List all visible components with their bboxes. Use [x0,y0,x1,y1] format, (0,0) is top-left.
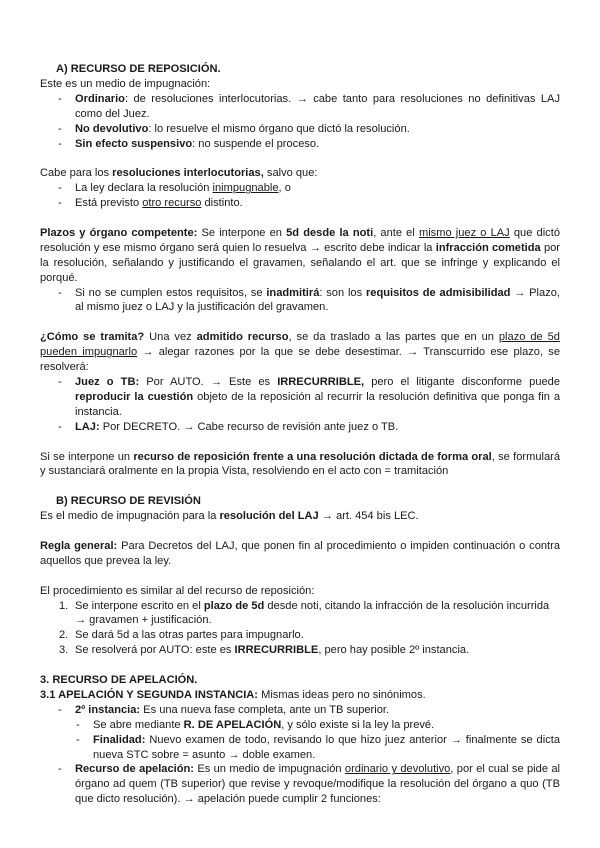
plazos-list [40,286,560,316]
underlined-text: ordinario y devolutivo [344,763,451,776]
term: infracción cometida [435,241,541,254]
underlined-text: otro recurso [142,197,202,210]
text: Para Decretos del LAJ, que ponen fin al procedimiento o impiden continuación o contra aquellos que prevea la ley. [40,539,561,567]
text: La ley declara la resolución [75,182,213,195]
list-item [40,762,560,807]
term: reproducir la cuestión [75,390,194,403]
text: por la resolución, señalando y justificando el gravamen, señalando el art. que se infringe y explicando el porqué. [40,241,560,284]
text: que dictó resolución y ese mismo órgano será quien lo resuelva → escrito debe indicar la [40,226,560,254]
list-item [40,599,560,629]
text: , y sólo existe si la ley la prevé. [281,718,435,731]
plazos-paragraph [40,226,560,286]
text: Una vez [144,331,197,344]
list-item [40,375,560,420]
section-3-list [40,703,560,718]
list-item [40,628,560,643]
term: recurso de reposición frente a una resolución dictada de forma oral [133,450,492,463]
term: resolución del LAJ [219,510,319,523]
underlined-text: inimpugnable [212,182,279,195]
text: , se formulará y sustanciará oralmente en la propia Vista, resolviendo en el acto con = tramitación [40,450,561,478]
text: Nuevo examen de todo, revisando lo que hizo juez anterior → finalmente se dicta nueva STC sobre = asunto → doble examen. [93,733,560,761]
text: distinto. [201,197,243,210]
section-3-list-2 [40,762,560,807]
term: Recurso de apelación: [75,763,194,776]
term: Juez o TB: [75,375,140,388]
term: 2º instancia: [75,703,141,716]
cabe-paragraph [40,166,560,181]
section-b-intro [40,509,560,524]
term: Plazos y órgano competente: [40,226,198,239]
procedure-intro: El procedimiento es similar al del recurso de reposición: [40,584,315,597]
list-item [40,718,560,733]
text: : lo resuelve el mismo órgano que dictó la resolución. [148,122,410,135]
tramita-paragraph [40,330,560,375]
text: Mismas ideas pero no sinónimos. [258,688,426,701]
underlined-text: mismo juez o LAJ [418,226,510,239]
term: 3.1 APELACIÓN Y SEGUNDA INSTANCIA: [40,688,259,701]
term: Sin efecto suspensivo [75,137,193,150]
term: inadmitirá [266,286,320,299]
tramita-list [40,375,560,435]
text: Es una nueva fase completa, ante un TB superior. [140,703,390,716]
term: No devolutivo [75,122,149,135]
term: LAJ: [75,420,100,433]
text: → alegar razones por la que se debe desestimar. → Transcurrido ese plazo, se resolverá: [40,346,560,374]
term: ¿Cómo se tramita? [40,331,145,344]
list-item [40,181,560,196]
text: , pero hay posible 2º instancia. [318,644,470,657]
list-item [40,643,560,658]
text: Es el medio de impugnación para la [40,510,220,523]
text: Se resolverá por AUTO: este es [75,644,235,657]
section-b-heading: B) RECURSO DE REVISIÓN [56,495,201,508]
text: Es un medio de impugnación [193,763,345,776]
section-3-heading: 3. RECURSO DE APELACIÓN. [40,674,198,687]
list-item [40,196,560,211]
list-item [40,733,560,763]
section-a-intro: Este es un medio de impugnación: [40,77,211,90]
text: , o [278,182,291,195]
list-item [40,703,560,718]
term: admitido recurso [196,331,289,344]
text: salvo que: [263,167,318,180]
list-item [40,122,560,137]
text: : no suspende el proceso. [192,137,320,150]
text: : son los [319,286,366,299]
text: : de resoluciones interlocutorias. → cabe tanto para resoluciones no definitivas LAJ como del Juez. [75,92,560,120]
text: Si no se cumplen estos requisitos, se [75,286,267,299]
term: plazo de 5d [203,599,265,612]
term: Finalidad: [93,733,146,746]
text: Se interpone en [197,226,287,239]
text: Por DECRETO. → Cabe recurso de revisión ante juez o TB. [99,420,399,433]
text: desde noti, citando la infracción de la resolución incurrida → gravamen + justificación. [75,599,550,627]
text: Cabe para los [40,167,113,180]
text: → art. 454 bis LEC. [318,510,419,523]
term: resoluciones interlocutorias, [112,167,264,180]
list-item [40,137,560,152]
step-number: 3. [59,644,69,657]
text: , se da traslado a las partes que en un [288,331,499,344]
section-3-sublist [40,718,560,763]
text: Está previsto [75,197,143,210]
term: Regla general: [40,539,118,552]
text: , por el cual se pide al órgano ad quem (TB superior) que revise y revoque/modifique la resolución del órgano a quo (TB que dicto resolución). → apelación puede cumplir 2 funciones: [75,763,560,806]
text: objeto de la reposición al recurrir la resolución definitiva que ponga fin a instancia. [75,390,560,418]
term: IRRECURRIBLE, [277,375,365,388]
text: pero el litigante disconforme puede [364,375,560,388]
text: → Plazo, al mismo juez o LAJ y la justificación del gravamen. [75,286,560,314]
section-a-list [40,92,560,152]
text: Por AUTO. → Este es [139,375,278,388]
list-item [40,92,560,122]
list-item [40,286,560,316]
cabe-list [40,181,560,211]
text: Se dará 5d a las otras partes para impugnarlo. [75,629,304,642]
oral-paragraph [40,450,560,480]
document-page [40,62,560,807]
term: Ordinario [75,92,125,105]
section-a-heading: A) RECURSO DE REPOSICIÓN. [56,63,221,75]
section-3-1-heading [40,688,560,703]
step-number: 2. [59,629,69,642]
term: R. DE APELACIÓN [183,718,282,731]
underlined-text: plazo de 5d pueden impugnarlo [40,331,560,359]
text: Se abre mediante [93,718,184,731]
step-number: 1. [59,599,69,612]
regla-paragraph [40,539,560,569]
term: requisitos de admisibilidad [365,286,511,299]
term: IRRECURRIBLE [234,644,319,657]
procedure-steps [40,599,560,659]
list-item [40,420,560,435]
text: , ante el [373,226,419,239]
term: 5d desde la noti [286,226,374,239]
text: Se interpone escrito en el [75,599,204,612]
text: Si se interpone un [40,450,134,463]
